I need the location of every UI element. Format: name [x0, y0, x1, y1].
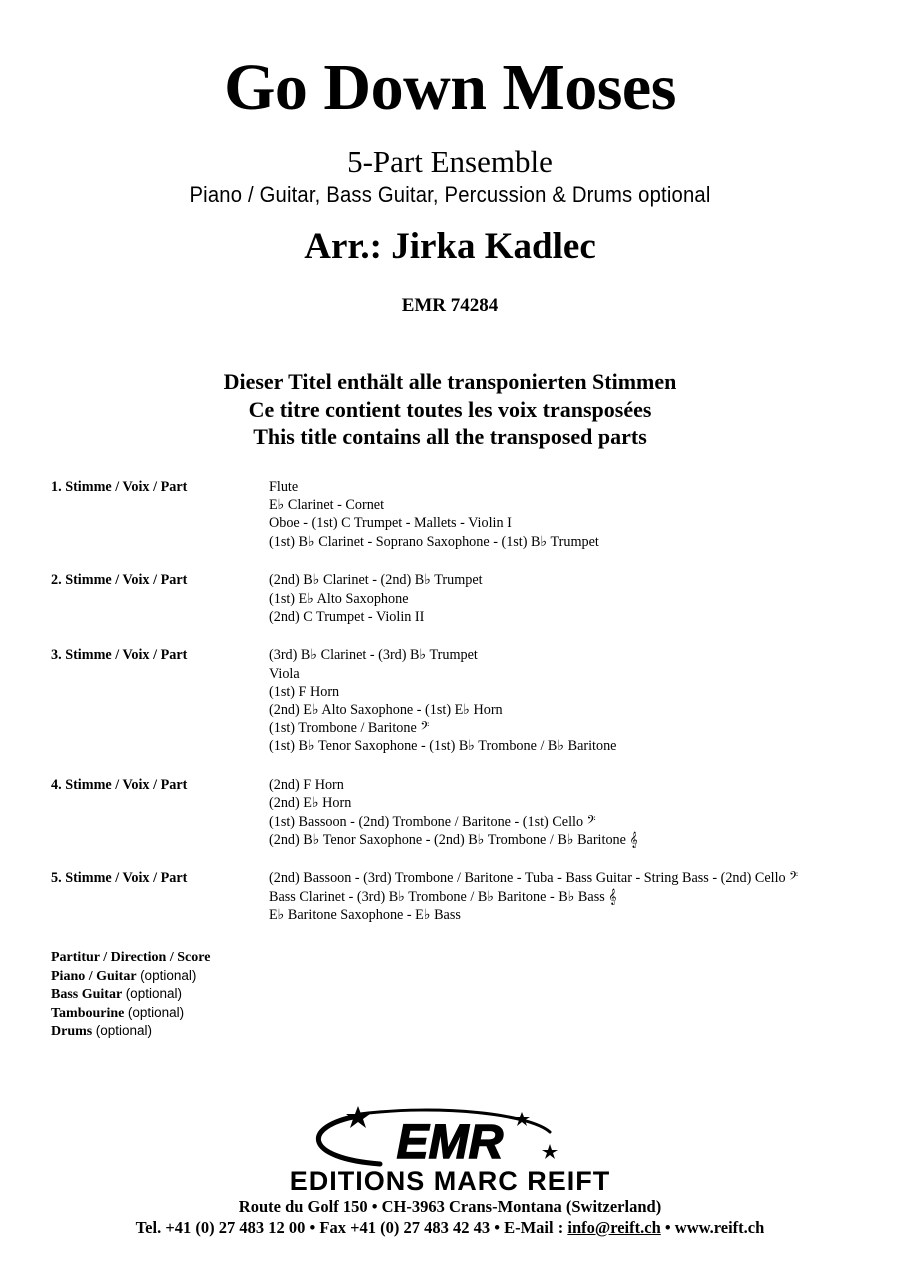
arranger: Arr.: Jirka Kadlec: [304, 226, 596, 267]
part-instrument-line: (1st) F Horn: [269, 683, 340, 700]
part-label: 2. Stimme / Voix / Part: [51, 572, 188, 589]
notice-french: Ce titre contient toutes les voix transposées: [248, 396, 652, 422]
transposition-notice: [0, 368, 900, 451]
part-label: 4. Stimme / Voix / Part: [51, 777, 188, 794]
part-3: [51, 646, 871, 755]
part-instrument-line: Bass Clarinet - (3rd) B♭ Trombone / B♭ Baritone - B♭ Bass 𝄞: [269, 888, 617, 905]
publisher-contact: Tel. +41 (0) 27 483 12 00 • Fax +41 (0) 27 483 42 43 • E-Mail : info@reift.ch • www.reift.ch: [135, 1218, 765, 1237]
part-instrument-line: (1st) B♭ Tenor Saxophone - (1st) B♭ Trombone / B♭ Baritone: [269, 738, 617, 755]
part-4: [51, 776, 871, 849]
page-title: Go Down Moses: [224, 51, 676, 124]
part-instrument-line: (2nd) B♭ Tenor Saxophone - (2nd) B♭ Trombone / B♭ Baritone 𝄞: [269, 831, 638, 848]
extra-part-drums: Drums (optional): [51, 1023, 153, 1039]
notice-english: This title contains all the transposed parts: [253, 424, 647, 449]
part-instrument-line: (2nd) E♭ Alto Saxophone - (1st) E♭ Horn: [269, 702, 503, 719]
part-instrument-line: (1st) E♭ Alto Saxophone: [269, 590, 409, 607]
part-instrument-line: (1st) Trombone / Baritone 𝄢: [269, 720, 430, 737]
part-instrument-line: (1st) Bassoon - (2nd) Trombone / Baritone - (1st) Cello 𝄢: [269, 813, 596, 830]
part-1: [51, 478, 871, 551]
parts-list: [51, 478, 871, 945]
extra-part-piano: Piano / Guitar (optional): [51, 967, 197, 984]
instrumentation-line: Piano / Guitar, Bass Guitar, Percussion & Drums optional: [189, 182, 711, 207]
publisher-address: Route du Golf 150 • CH-3963 Crans-Montana (Switzerland): [238, 1197, 662, 1216]
part-label: 1. Stimme / Voix / Part: [51, 479, 188, 495]
ensemble-subtitle: 5-Part Ensemble: [347, 144, 553, 179]
extra-part-bass-guitar: Bass Guitar (optional): [51, 986, 182, 1002]
part-instrument-line: (2nd) F Horn: [269, 777, 344, 794]
star-icon: [542, 1144, 558, 1159]
extra-part-tambourine: Tambourine (optional): [51, 1004, 185, 1021]
logo-text: EMR: [396, 1116, 504, 1169]
part-instrument-line: (2nd) B♭ Clarinet - (2nd) B♭ Trumpet: [269, 572, 483, 589]
part-instrument-line: Viola: [269, 665, 300, 682]
part-instrument-line: (2nd) C Trumpet - Violin II: [269, 608, 425, 625]
part-instrument-line: E♭ Clarinet - Cornet: [269, 497, 385, 514]
part-label: 5. Stimme / Voix / Part: [51, 870, 188, 887]
part-instrument-line: Oboe - (1st) C Trumpet - Mallets - Violin I: [269, 515, 512, 532]
part-instrument-line: Flute: [269, 479, 299, 495]
extra-parts-list: [51, 949, 210, 1041]
notice-german: Dieser Titel enthält alle transponierten Stimmen: [223, 369, 677, 394]
email-link[interactable]: info@reift.ch: [567, 1218, 661, 1237]
part-instrument-line: (2nd) Bassoon - (3rd) Trombone / Baritone - Tuba - Bass Guitar - String Bass - (2nd) Cello 𝄢: [269, 870, 799, 887]
extra-part-score: Partitur / Direction / Score: [51, 950, 211, 965]
part-instrument-line: (1st) B♭ Clarinet - Soprano Saxophone - (1st) B♭ Trumpet: [269, 533, 599, 550]
part-label: 3. Stimme / Voix / Part: [51, 647, 188, 664]
part-instrument-line: (3rd) B♭ Clarinet - (3rd) B♭ Trumpet: [269, 647, 478, 664]
publisher-name: EDITIONS MARC REIFT: [289, 1166, 611, 1196]
part-instrument-line: E♭ Baritone Saxophone - E♭ Bass: [269, 906, 461, 923]
catalog-number: EMR 74284: [401, 295, 499, 316]
part-5: [51, 869, 871, 924]
part-instrument-line: (2nd) E♭ Horn: [269, 795, 352, 812]
part-2: [51, 571, 871, 626]
